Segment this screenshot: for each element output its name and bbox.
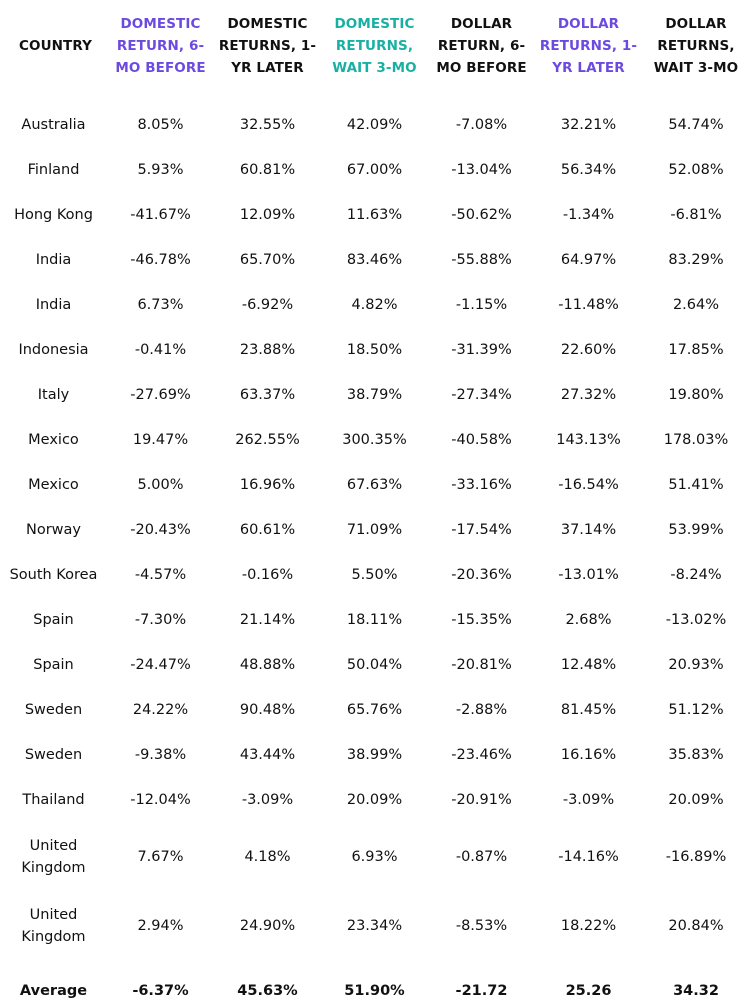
value-cell: -0.16% [241,566,294,583]
value-cell: -31.39% [451,341,512,358]
value-cell: 17.85% [668,341,724,358]
average-value-cell: -6.37% [132,983,189,999]
value-cell: 60.61% [239,521,296,538]
country-cell: Mexico [28,431,79,448]
average-value-cell: 34.32 [673,983,719,999]
column-header-domestic-wait-3mo: DOMESTIC RETURNS, WAIT 3-MO [332,16,417,76]
value-cell: -1.15% [455,296,508,313]
value-cell: 7.67% [137,848,184,865]
table-row [0,192,750,237]
value-cell: -46.78% [130,251,191,268]
value-cell: -16.89% [665,848,727,865]
value-cell: 19.47% [132,431,189,448]
average-value-cell: 25.26 [565,983,612,999]
value-cell: -6.92% [241,296,294,313]
value-cell: -8.24% [670,566,722,583]
country-cell: Hong Kong [14,206,93,223]
country-cell: Italy [37,386,70,403]
value-cell: -7.30% [134,611,187,628]
value-cell: 65.70% [239,251,296,268]
value-cell: -6.81% [670,206,722,223]
value-cell: 6.73% [137,296,184,313]
value-cell: -12.04% [130,791,191,808]
value-cell: -15.35% [451,611,512,628]
column-header-dollar-6mo-before: DOLLAR RETURN, 6-MO BEFORE [436,16,527,76]
value-cell: -8.53% [455,917,508,934]
value-cell: 24.90% [239,917,296,934]
table-row [0,642,750,687]
table-body [0,90,750,1000]
value-cell: -4.57% [134,566,187,583]
table-row [0,282,750,327]
value-cell: 24.22% [132,701,189,718]
value-cell: -23.46% [451,746,512,763]
value-cell: 52.08% [668,161,724,178]
value-cell: 23.88% [239,341,296,358]
country-cell: Indonesia [18,341,89,358]
value-cell: 20.93% [668,656,724,673]
value-cell: 54.74% [668,116,724,133]
value-cell: 67.63% [346,476,403,493]
table-row [0,732,750,777]
column-header-dollar-wait-3mo: DOLLAR RETURNS, WAIT 3-MO [653,16,739,76]
value-cell: -55.88% [451,251,512,268]
value-cell: 65.76% [346,701,403,718]
value-cell: 81.45% [560,701,617,718]
average-value-cell: 45.63% [237,983,298,999]
country-cell: India [35,296,72,313]
value-cell: -20.43% [130,521,191,538]
value-cell: -24.47% [130,656,191,673]
value-cell: 71.09% [346,521,403,538]
country-cell: Mexico [28,476,79,493]
value-cell: 60.81% [239,161,296,178]
value-cell: -17.54% [451,521,512,538]
value-cell: 5.93% [137,161,184,178]
value-cell: 12.48% [560,656,617,673]
country-cell: Spain [33,656,74,673]
table-row [0,687,750,732]
value-cell: -33.16% [451,476,512,493]
value-cell: -11.48% [558,296,619,313]
value-cell: -50.62% [451,206,512,223]
value-cell: -41.67% [130,206,191,223]
value-cell: 23.34% [346,917,403,934]
value-cell: 48.88% [239,656,296,673]
value-cell: 18.22% [560,917,617,934]
value-cell: 21.14% [239,611,296,628]
value-cell: -2.88% [455,701,508,718]
value-cell: 38.79% [346,386,403,403]
value-cell: -16.54% [558,476,619,493]
table-row [0,147,750,192]
country-cell: Finland [27,161,80,178]
value-cell: 4.18% [244,848,291,865]
value-cell: -3.09% [562,791,615,808]
value-cell: -3.09% [241,791,294,808]
table-row [0,462,750,507]
table-row [0,327,750,372]
value-cell: 16.96% [239,476,296,493]
value-cell: 27.32% [560,386,617,403]
value-cell: 8.05% [137,116,184,133]
average-label: Average [19,983,88,999]
value-cell: 143.13% [556,431,621,448]
value-cell: -13.02% [665,611,727,628]
table-row [0,891,750,960]
value-cell: -27.69% [130,386,191,403]
value-cell: -20.91% [451,791,512,808]
value-cell: 18.11% [346,611,403,628]
value-cell: 38.99% [346,746,403,763]
table-row [0,102,750,147]
value-cell: 35.83% [668,746,724,763]
value-cell: 2.64% [672,296,720,313]
value-cell: 51.12% [668,701,724,718]
value-cell: 83.29% [668,251,724,268]
value-cell: 262.55% [235,431,300,448]
value-cell: -27.34% [451,386,512,403]
value-cell: 51.41% [668,476,724,493]
value-cell: 16.16% [560,746,617,763]
country-cell: Norway [25,521,81,538]
average-row [0,960,750,1000]
table-row [0,237,750,282]
value-cell: -13.01% [558,566,619,583]
country-cell: Sweden [24,746,83,763]
value-cell: 20.84% [668,917,724,934]
country-cell: Thailand [22,791,85,808]
value-cell: 5.00% [137,476,184,493]
value-cell: -9.38% [134,746,187,763]
value-cell: -7.08% [455,116,508,133]
table-row [0,507,750,552]
value-cell: 64.97% [560,251,617,268]
value-cell: 20.09% [668,791,724,808]
table-row [0,777,750,822]
value-cell: 18.50% [346,341,403,358]
country-cell: United Kingdom [21,906,86,945]
value-cell: 6.93% [351,848,398,865]
column-header-country: COUNTRY [19,38,92,54]
value-cell: -14.16% [558,848,619,865]
value-cell: 4.82% [351,296,398,313]
value-cell: -20.81% [451,656,512,673]
country-cell: India [35,251,72,268]
table-row [0,597,750,642]
table-header-row [0,10,750,90]
value-cell: 2.94% [137,917,184,934]
value-cell: 83.46% [346,251,403,268]
value-cell: 53.99% [668,521,724,538]
country-cell: United Kingdom [21,837,86,876]
column-header-dollar-1yr-later: DOLLAR RETURNS, 1-YR LATER [539,16,638,76]
value-cell: 32.21% [560,116,617,133]
value-cell: 2.68% [565,611,612,628]
country-cell: Australia [21,116,86,133]
value-cell: -1.34% [562,206,615,223]
header-spacer [0,90,750,102]
average-value-cell: -21.72 [455,983,508,999]
value-cell: 5.50% [351,566,398,583]
value-cell: 56.34% [560,161,617,178]
value-cell: -20.36% [451,566,512,583]
value-cell: -40.58% [451,431,512,448]
value-cell: 63.37% [239,386,296,403]
value-cell: 11.63% [346,206,403,223]
value-cell: 300.35% [342,431,407,448]
value-cell: -13.04% [451,161,512,178]
value-cell: 32.55% [239,116,296,133]
table-row [0,417,750,462]
average-value-cell: 51.90% [344,983,405,999]
value-cell: 12.09% [239,206,296,223]
value-cell: 20.09% [346,791,403,808]
country-cell: Spain [33,611,74,628]
value-cell: 67.00% [346,161,403,178]
value-cell: 37.14% [560,521,617,538]
value-cell: -0.87% [455,848,508,865]
value-cell: -0.41% [134,341,187,358]
value-cell: 19.80% [668,386,724,403]
value-cell: 42.09% [346,116,403,133]
returns-table [0,10,750,1000]
table-row [0,552,750,597]
country-cell: Sweden [24,701,83,718]
value-cell: 178.03% [663,431,729,448]
value-cell: 43.44% [239,746,296,763]
table-row [0,372,750,417]
value-cell: 22.60% [560,341,617,358]
column-header-domestic-6mo-before: DOMESTIC RETURN, 6-MO BEFORE [115,16,206,76]
table-row [0,822,750,891]
column-header-domestic-1yr-later: DOMESTIC RETURNS, 1-YR LATER [218,16,317,76]
value-cell: 90.48% [239,701,296,718]
country-cell: South Korea [9,566,98,583]
value-cell: 50.04% [346,656,403,673]
